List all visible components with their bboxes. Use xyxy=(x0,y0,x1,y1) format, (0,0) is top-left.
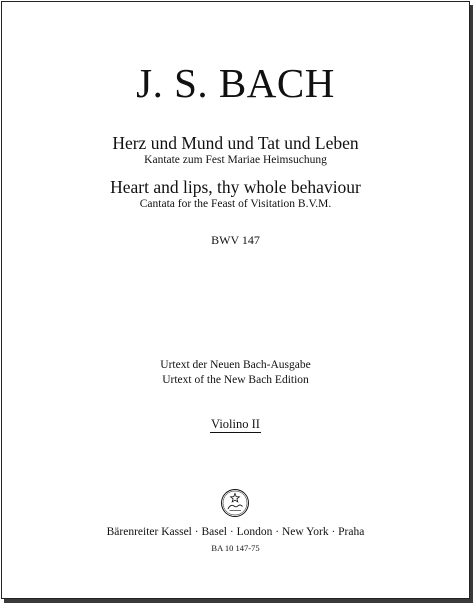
plate-number: BA 10 147-75 xyxy=(211,543,260,553)
instrument-part-label: Violino II xyxy=(211,417,260,431)
subtitle-english: Cantata for the Feast of Visitation B.V.M. xyxy=(139,198,332,210)
edition-english: Urtext of the New Bach Edition xyxy=(162,374,309,386)
score-cover-page xyxy=(1,1,470,599)
title-german: Herz und Mund und Tat und Leben xyxy=(112,133,359,153)
baerenreiter-logo-icon xyxy=(220,488,250,518)
subtitle-german: Kantate zum Fest Mariae Heimsuchung xyxy=(144,154,327,166)
catalog-number: BWV 147 xyxy=(211,233,260,247)
edition-german: Urtext der Neuen Bach-Ausgabe xyxy=(160,359,311,371)
instrument-part xyxy=(2,417,469,432)
composer-name: J. S. BACH xyxy=(136,60,335,106)
publisher-line: Bärenreiter Kassel · Basel · London · New York · Praha xyxy=(106,526,365,538)
title-english: Heart and lips, thy whole behaviour xyxy=(110,177,361,197)
